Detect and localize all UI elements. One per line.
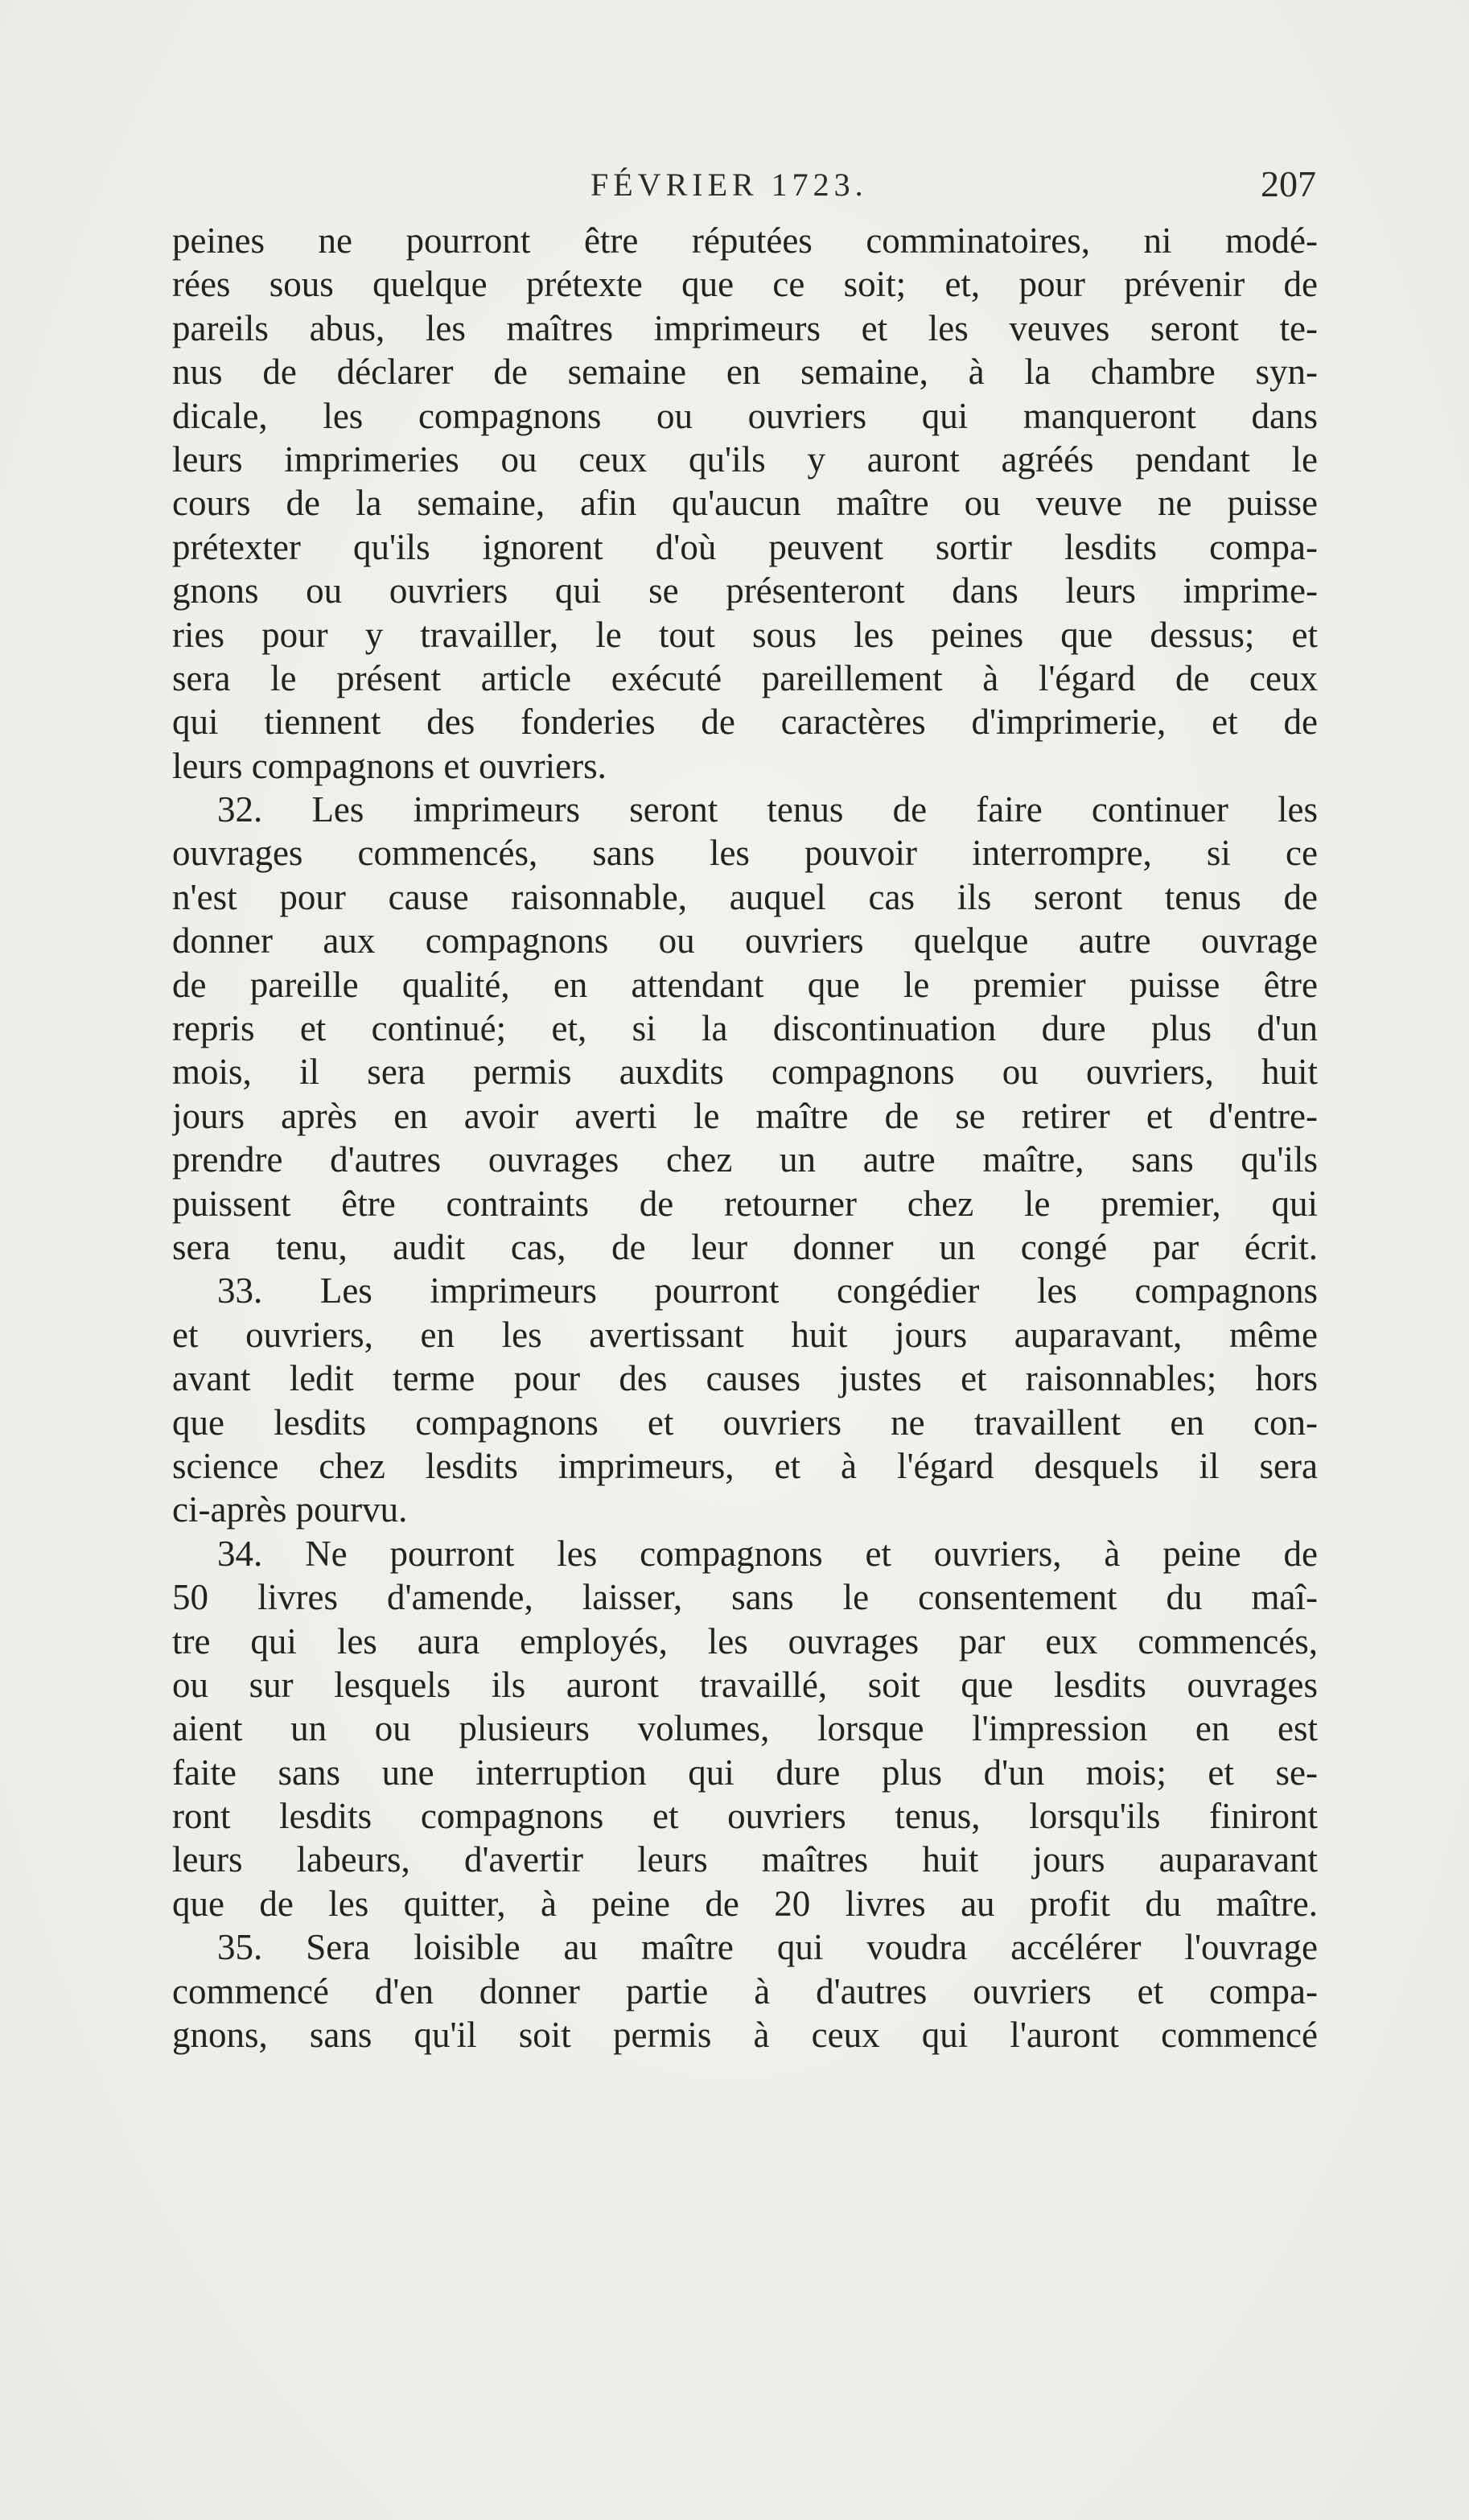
- text-line: qui tiennent des fonderies de caractères d'imprimerie, et de: [172, 702, 1318, 743]
- text-line: ou sur lesquels ils auront travaillé, soit que lesdits ouvrages: [172, 1664, 1318, 1705]
- text-line: leurs labeurs, d'avertir leurs maîtres huit jours auparavant: [172, 1839, 1318, 1880]
- text-line: pareils abus, les maîtres imprimeurs et les veuves seront te-: [172, 307, 1318, 348]
- text-line: sera le présent article exécuté pareillement à l'égard de ceux: [172, 657, 1318, 698]
- article-33-start: 33. Les imprimeurs pourront congédier les compagnons: [217, 1270, 1318, 1311]
- text-line: donner aux compagnons ou ouvriers quelque autre ouvrage: [172, 920, 1318, 961]
- text-line: que lesdits compagnons et ouvriers ne travaillent en con-: [172, 1402, 1318, 1443]
- text-line: repris et continué; et, si la discontinuation dure plus d'un: [172, 1008, 1318, 1049]
- text-line: aient un ou plusieurs volumes, lorsque l'impression en est: [172, 1708, 1318, 1749]
- article-35-start: 35. Sera loisible au maître qui voudra accélérer l'ouvrage: [217, 1927, 1318, 1968]
- text-line: faite sans une interruption qui dure plus d'un mois; et se-: [172, 1752, 1318, 1793]
- text-line: tre qui les aura employés, les ouvrages par eux commencés,: [172, 1620, 1318, 1661]
- running-title: FÉVRIER 1723.: [590, 167, 868, 203]
- article-34-start: 34. Ne pourront les compagnons et ouvriers, à peine de: [217, 1533, 1318, 1574]
- text-line: ci-après pourvu.: [172, 1489, 408, 1530]
- text-line: gnons, sans qu'il soit permis à ceux qui l'auront commencé: [172, 2015, 1318, 2056]
- text-line: science chez lesdits imprimeurs, et à l'égard desquels il sera: [172, 1445, 1318, 1486]
- text-line: prendre d'autres ouvrages chez un autre maître, sans qu'ils: [172, 1139, 1318, 1180]
- text-line: 50 livres d'amende, laisser, sans le consentement du maî-: [172, 1577, 1318, 1618]
- text-line: dicale, les compagnons ou ouvriers qui manqueront dans: [172, 395, 1318, 436]
- text-line: ries pour y travailler, le tout sous les peines que dessus; et: [172, 614, 1318, 655]
- text-line: de pareille qualité, en attendant que le premier puisse être: [172, 964, 1318, 1005]
- body-text: [172, 219, 1318, 2057]
- text-line: gnons ou ouvriers qui se présenteront dans leurs imprime-: [172, 570, 1318, 611]
- article-32-start: 32. Les imprimeurs seront tenus de faire continuer les: [217, 789, 1318, 830]
- text-line: ouvrages commencés, sans les pouvoir interrompre, si ce: [172, 833, 1318, 874]
- text-line: rées sous quelque prétexte que ce soit; et, pour prévenir de: [172, 264, 1318, 305]
- text-line: cours de la semaine, afin qu'aucun maître ou veuve ne puisse: [172, 483, 1318, 524]
- text-line: leurs compagnons et ouvriers.: [172, 745, 607, 786]
- text-line: et ouvriers, en les avertissant huit jours auparavant, même: [172, 1314, 1318, 1355]
- text-line: sera tenu, audit cas, de leur donner un congé par écrit.: [172, 1226, 1318, 1267]
- text-line: nus de déclarer de semaine en semaine, à la chambre syn-: [172, 352, 1318, 393]
- page-header: [172, 158, 1318, 214]
- text-line: n'est pour cause raisonnable, auquel cas ils seront tenus de: [172, 876, 1318, 917]
- text-line: peines ne pourront être réputées comminatoires, ni modé-: [172, 220, 1318, 261]
- text-line: jours après en avoir averti le maître de se retirer et d'entre-: [172, 1095, 1318, 1136]
- text-line: avant ledit terme pour des causes justes et raisonnables; hors: [172, 1358, 1318, 1399]
- text-line: prétexter qu'ils ignorent d'où peuvent sortir lesdits compa-: [172, 526, 1318, 567]
- text-line: que de les quitter, à peine de 20 livres au profit du maître.: [172, 1883, 1318, 1924]
- text-line: puissent être contraints de retourner chez le premier, qui: [172, 1183, 1318, 1224]
- page-number: 207: [1261, 163, 1316, 204]
- text-line: ront lesdits compagnons et ouvriers tenus, lorsqu'ils finiront: [172, 1796, 1318, 1837]
- text-line: leurs imprimeries ou ceux qu'ils y auront agréés pendant le: [172, 439, 1318, 480]
- text-line: mois, il sera permis auxdits compagnons ou ouvriers, huit: [172, 1052, 1318, 1093]
- text-line: commencé d'en donner partie à d'autres ouvriers et compa-: [172, 1970, 1318, 2011]
